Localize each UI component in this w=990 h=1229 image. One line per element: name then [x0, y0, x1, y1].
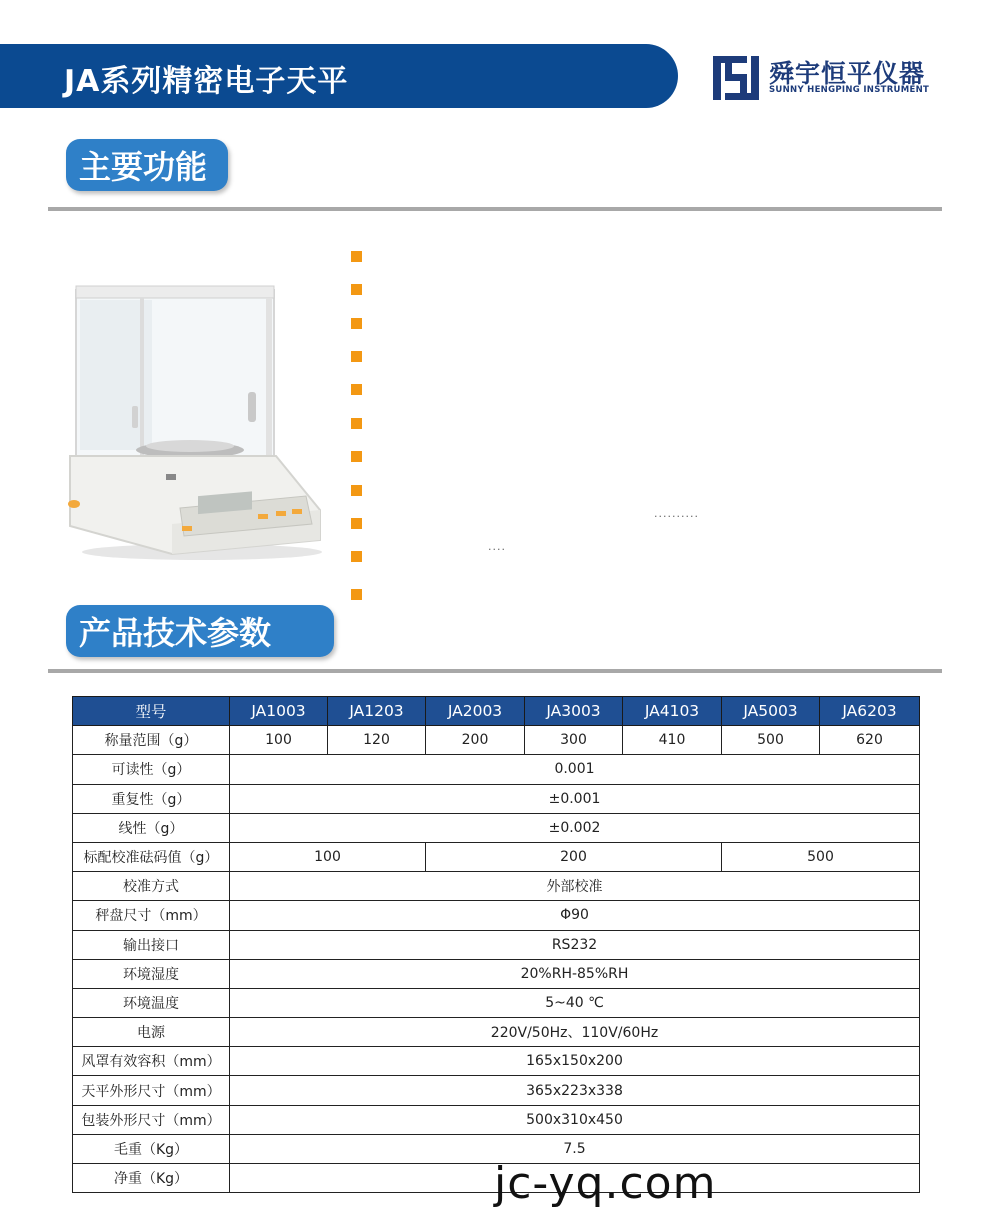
header-cell: JA4103 [623, 697, 722, 726]
row-label: 环境温度 [73, 988, 230, 1017]
table-cell: 20%RH-85%RH [230, 959, 920, 988]
table-row [73, 930, 920, 959]
row-label: 输出接口 [73, 930, 230, 959]
feature-dots: .......... [654, 507, 699, 520]
table-row [73, 813, 920, 842]
watermark-text: jc-yq.com [494, 1158, 717, 1209]
table-cell: 120 [328, 726, 426, 755]
section-divider [48, 207, 942, 211]
table-cell: ±0.001 [230, 784, 920, 813]
table-cell: 200 [426, 842, 722, 871]
row-label: 秤盘尺寸（mm） [73, 901, 230, 930]
table-cell: 100 [230, 726, 328, 755]
logo-chinese-text: 舜宇恒平仪器 [769, 59, 926, 88]
table-row [73, 755, 920, 784]
table-cell: 500 [722, 842, 920, 871]
row-label: 线性（g） [73, 813, 230, 842]
table-row [73, 1105, 920, 1134]
brand-logo [711, 52, 951, 104]
feature-list [351, 248, 911, 608]
balance-product-image [62, 278, 324, 562]
table-cell: 5~40 ℃ [230, 988, 920, 1017]
table-cell: 外部校准 [230, 872, 920, 901]
table-cell: 620 [820, 726, 920, 755]
page-title: JA系列精密电子天平 [64, 64, 349, 99]
table-row [73, 1018, 920, 1047]
row-label: 重复性（g） [73, 784, 230, 813]
section-title-specs: 产品技术参数 [66, 605, 334, 657]
table-cell: 100 [230, 842, 426, 871]
bullet-marker [351, 485, 362, 496]
spec-table [72, 696, 920, 1193]
row-label: 可读性（g） [73, 755, 230, 784]
row-label: 称量范围（g） [73, 726, 230, 755]
header-cell: JA1003 [230, 697, 328, 726]
bullet-marker [351, 384, 362, 395]
logo-english-text: SUNNY HENGPING INSTRUMENT [769, 85, 930, 95]
table-cell: 365x223x338 [230, 1076, 920, 1105]
table-row [73, 988, 920, 1017]
section-divider [48, 669, 942, 673]
table-row [73, 842, 920, 871]
header-cell: JA2003 [426, 697, 525, 726]
table-row [73, 959, 920, 988]
header-cell: JA1203 [328, 697, 426, 726]
row-label: 校准方式 [73, 872, 230, 901]
logo-mark-icon [711, 52, 761, 104]
table-cell: 165x150x200 [230, 1047, 920, 1076]
bullet-marker [351, 284, 362, 295]
table-cell: 200 [426, 726, 525, 755]
table-row [73, 784, 920, 813]
bullet-marker [351, 351, 362, 362]
table-cell: 220V/50Hz、110V/60Hz [230, 1018, 920, 1047]
table-cell: 500 [722, 726, 820, 755]
row-label: 电源 [73, 1018, 230, 1047]
table-cell: 410 [623, 726, 722, 755]
row-label: 标配校准砝码值（g） [73, 842, 230, 871]
table-cell: 300 [525, 726, 623, 755]
table-cell: 0.001 [230, 755, 920, 784]
header-cell: 型号 [73, 697, 230, 726]
section-title-functions: 主要功能 [66, 139, 228, 191]
bullet-marker [351, 551, 362, 562]
table-header-row [73, 697, 920, 726]
bullet-marker [351, 518, 362, 529]
row-label: 包装外形尺寸（mm） [73, 1105, 230, 1134]
feature-dots: .... [488, 540, 506, 553]
header-cell: JA3003 [525, 697, 623, 726]
row-label: 净重（Kg） [73, 1164, 230, 1193]
header-cell: JA5003 [722, 697, 820, 726]
table-row [73, 872, 920, 901]
row-label: 环境湿度 [73, 959, 230, 988]
bullet-marker [351, 451, 362, 462]
table-row [73, 901, 920, 930]
bullet-marker [351, 418, 362, 429]
row-label: 天平外形尺寸（mm） [73, 1076, 230, 1105]
table-cell: RS232 [230, 930, 920, 959]
table-row [73, 1047, 920, 1076]
bullet-marker [351, 251, 362, 262]
table-cell: ±0.002 [230, 813, 920, 842]
table-cell: 500x310x450 [230, 1105, 920, 1134]
table-cell: 7.5 [230, 1134, 920, 1163]
table-cell: Φ90 [230, 901, 920, 930]
table-row [73, 1076, 920, 1105]
row-label: 毛重（Kg） [73, 1134, 230, 1163]
header-cell: JA6203 [820, 697, 920, 726]
table-row [73, 726, 920, 755]
row-label: 风罩有效容积（mm） [73, 1047, 230, 1076]
bullet-marker [351, 589, 362, 600]
bullet-marker [351, 318, 362, 329]
